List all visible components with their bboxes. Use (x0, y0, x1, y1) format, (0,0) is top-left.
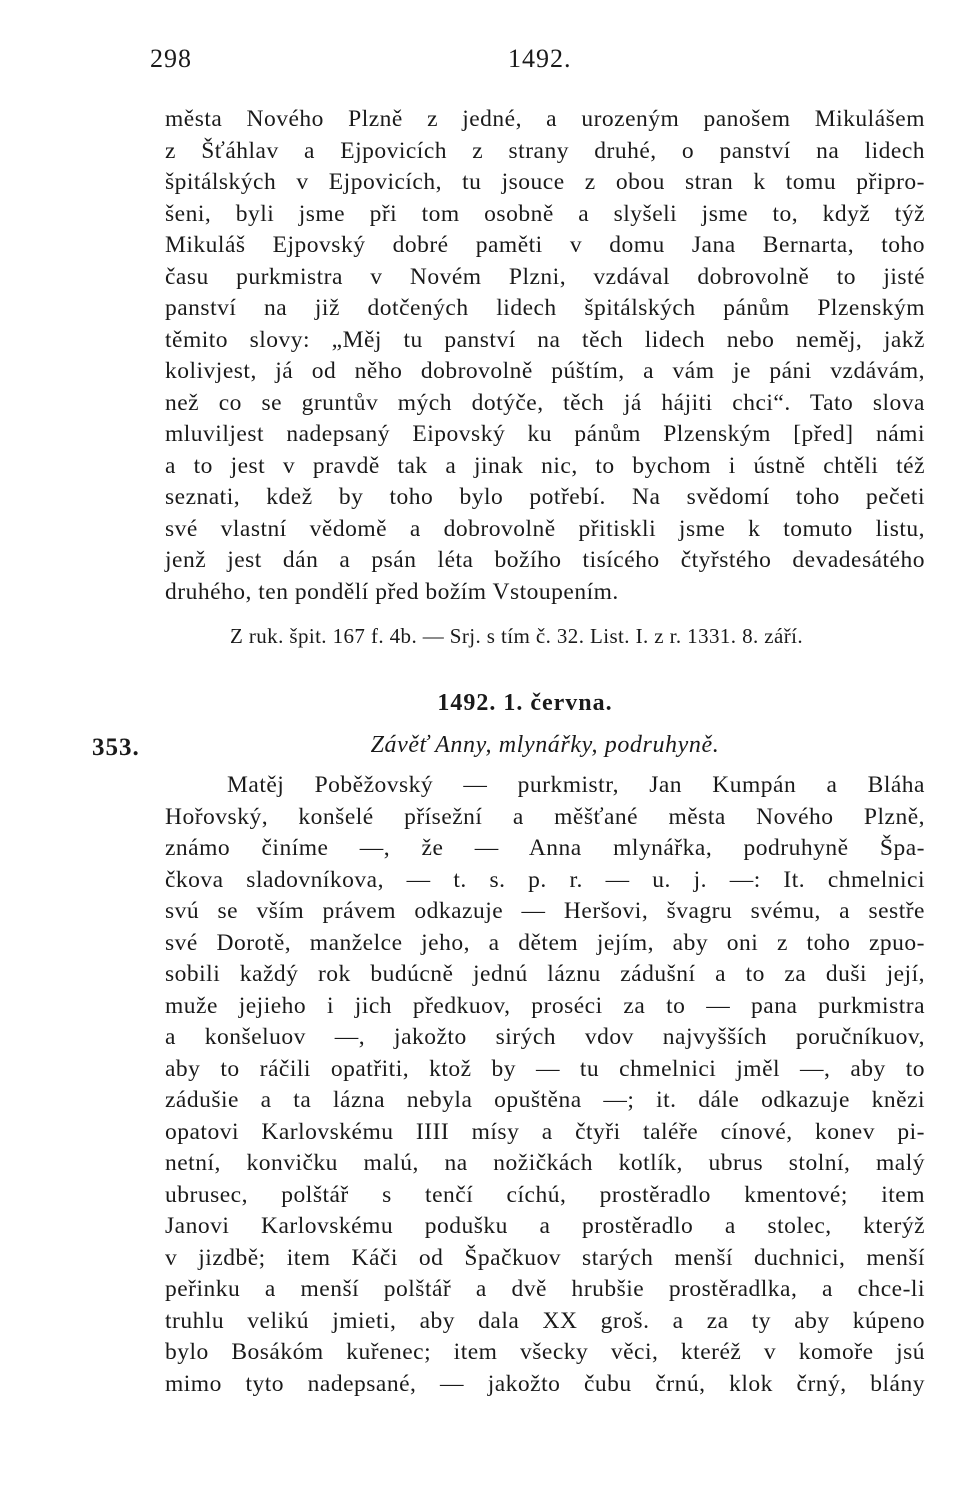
text-line: kolivjest, já od něho dobrovolně púštím, a vám je páni vzdávám, (165, 358, 925, 384)
text-line: Mikuláš Ejpovský dobré paměti v domu Jana Bernarta, toho (165, 232, 925, 258)
text-line: muže jejieho i jich předkuov, proséci za to — pana purkmistra (165, 992, 925, 1019)
text-line: sobili každý rok budúcně jednú láznu zádušní a to za duši její, (165, 961, 925, 987)
text-line: netní, konvičku malú, na nožičkách kotlík, ubrus stolní, malý (165, 1150, 925, 1176)
text-line: čkova sladovníkova, — t. s. p. r. — u. j. —: It. chmelnici (165, 866, 925, 893)
text-line: známo činíme —, že — Anna mlynářka, podruhyně Špa- (165, 835, 925, 861)
text-line: mluviljest nadepsaný Eipovský ku pánům Plzenským [před] námi (165, 421, 925, 447)
text-line: v jizdbě; item Káči od Špačkuov starých menší duchnici, menší (165, 1244, 925, 1271)
text-line: své Dorotě, manželce jeho, a dětem jejím, aby oni z toho zpuo- (165, 929, 925, 956)
text-line: aby to ráčili opatřiti, ktož by — tu chmelnici jměl —, aby to (165, 1055, 925, 1082)
text-line: z Šťáhlav a Ejpovicích z strany druhé, o panství na lidech (165, 137, 925, 164)
text-line: času purkmistra v Novém Plzni, vzdával dobrovolně to jisté (165, 263, 925, 290)
text-line: Janovi Karlovskému podušku a prostěradlo a stolec, kterýž (165, 1213, 925, 1239)
text-line: a to jest v pravdě tak a jinak nic, to bychom i ústně chtěli též (165, 452, 925, 479)
document-number: 353. (92, 734, 140, 761)
document-title: Závěť Anny, mlynářky, podruhyně. (370, 732, 720, 758)
source-note: Z ruk. špit. 167 f. 4b. — Srj. s tím č. 32. List. I. z r. 1331. 8. září. (230, 624, 803, 648)
text-line: města Nového Plzně z jedné, a urozeným panošem Mikulášem (165, 106, 925, 132)
text-line: těmito slovy: „Měj tu panství na těch lidech nebo neměj, jakž (165, 326, 925, 353)
text-line: mimo tyto nadepsané, — jakožto čubu črnú, klok črný, blány (165, 1370, 925, 1397)
text-line: šeni, byli jsme při tom osobně a slyšeli jsme to, když týž (165, 200, 925, 227)
text-line: opatovi Karlovskému IIII mísy a čtyři taléře cínové, konev pi- (165, 1118, 925, 1145)
text-line: jenž jest dán a psán léta božího tisícého čtyřstého devadesátého (165, 547, 925, 573)
text-line: ubrusec, polštář s tenčí cíchú, prostěradlo kmentové; item (165, 1181, 925, 1208)
page-number: 298 (150, 44, 192, 73)
continuation-paragraph (165, 104, 925, 608)
text-line: bylo Bosákóm kuřenec; item všecky věci, kteréž v komoře jsú (165, 1339, 925, 1365)
text-line: Hořovský, konšelé přísežní a měšťané města Nového Plzně, (165, 803, 925, 830)
page-header (150, 44, 930, 80)
text-line: a konšeluov —, jakožto sirých vdov najvyšších poručníkuov, (165, 1024, 925, 1050)
document-body (165, 770, 925, 1400)
text-line: špitálských v Ejpovicích, tu jsouce z obou stran k tomu připro- (165, 169, 925, 195)
text-line: peřinku a menší polštář a dvě hrubšie prostěradlka, a chce-li (165, 1276, 925, 1302)
document-date: 1492. 1. června. (437, 690, 613, 716)
text-line: seznati, kdež by toho bylo potřebí. Na svědomí toho pečeti (165, 484, 925, 510)
text-line: Matěj Poběžovský — purkmistr, Jan Kumpán a Bláha (227, 772, 925, 798)
running-head-year: 1492. (508, 44, 572, 73)
text-line: truhlu velikú jmieti, aby dala XX groš. a za ty aby kúpeno (165, 1307, 925, 1334)
text-line: druhého, ten pondělí před božím Vstoupením. (165, 578, 619, 605)
text-line: než co se gruntův mých dotýče, těch já hájiti chci“. Tato slova (165, 389, 925, 416)
text-line: panství na již dotčených lidech špitálských pánům Plzenským (165, 295, 925, 321)
text-line: své vlastní vědomě a dobrovolně přitiskli jsme k tomuto listu, (165, 515, 925, 542)
text-line: svú se vším právem odkazuje — Heršovi, švagru svému, a sestře (165, 898, 925, 924)
text-line: zádušie a ta lázna nebyla opuštěna —; it. dále odkazuje knězi (165, 1087, 925, 1113)
